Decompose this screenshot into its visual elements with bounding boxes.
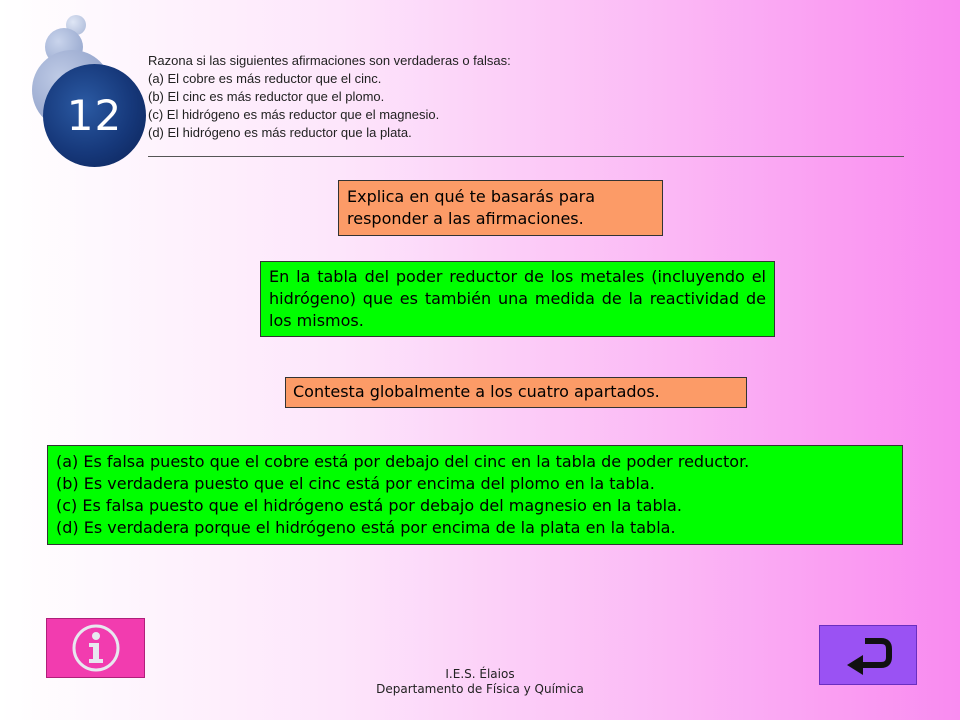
department-name: Departamento de Física y Química bbox=[376, 682, 584, 696]
statement-item: (c) El hidrógeno es más reductor que el magnesio. bbox=[148, 107, 440, 122]
answer-box[interactable] bbox=[47, 445, 903, 545]
footer bbox=[330, 667, 630, 697]
info-button[interactable] bbox=[46, 618, 145, 678]
info-icon bbox=[71, 623, 121, 673]
answer-line: (b) Es verdadera puesto que el cinc está por encima del plomo en la tabla. bbox=[56, 474, 655, 493]
header-divider bbox=[148, 156, 904, 157]
question-statement bbox=[148, 52, 768, 142]
answer-line: (a) Es falsa puesto que el cobre está por debajo del cinc en la tabla de poder reductor. bbox=[56, 452, 750, 471]
statement-intro: Razona si las siguientes afirmaciones son verdaderas o falsas: bbox=[148, 53, 511, 68]
school-name: I.E.S. Élaios bbox=[445, 667, 515, 681]
basis-question-box[interactable]: Explica en qué te basarás para responder a las afirmaciones. bbox=[338, 180, 663, 236]
answer-line: (c) Es falsa puesto que el hidrógeno está por debajo del magnesio en la tabla. bbox=[56, 496, 682, 515]
basis-answer-box[interactable]: En la tabla del poder reductor de los metales (incluyendo el hidrógeno) que es también una medida de la reactividad de los mismos. bbox=[260, 261, 775, 337]
answer-line: (d) Es verdadera porque el hidrógeno está por encima de la plata en la tabla. bbox=[56, 518, 676, 537]
global-prompt-box[interactable]: Contesta globalmente a los cuatro apartados. bbox=[285, 377, 747, 408]
statement-item: (a) El cobre es más reductor que el cinc. bbox=[148, 71, 382, 86]
statement-item: (d) El hidrógeno es más reductor que la plata. bbox=[148, 125, 412, 140]
back-button[interactable] bbox=[819, 625, 917, 685]
return-arrow-icon bbox=[843, 635, 893, 675]
statement-item: (b) El cinc es más reductor que el plomo. bbox=[148, 89, 385, 104]
question-number-badge: 12 bbox=[43, 64, 146, 167]
